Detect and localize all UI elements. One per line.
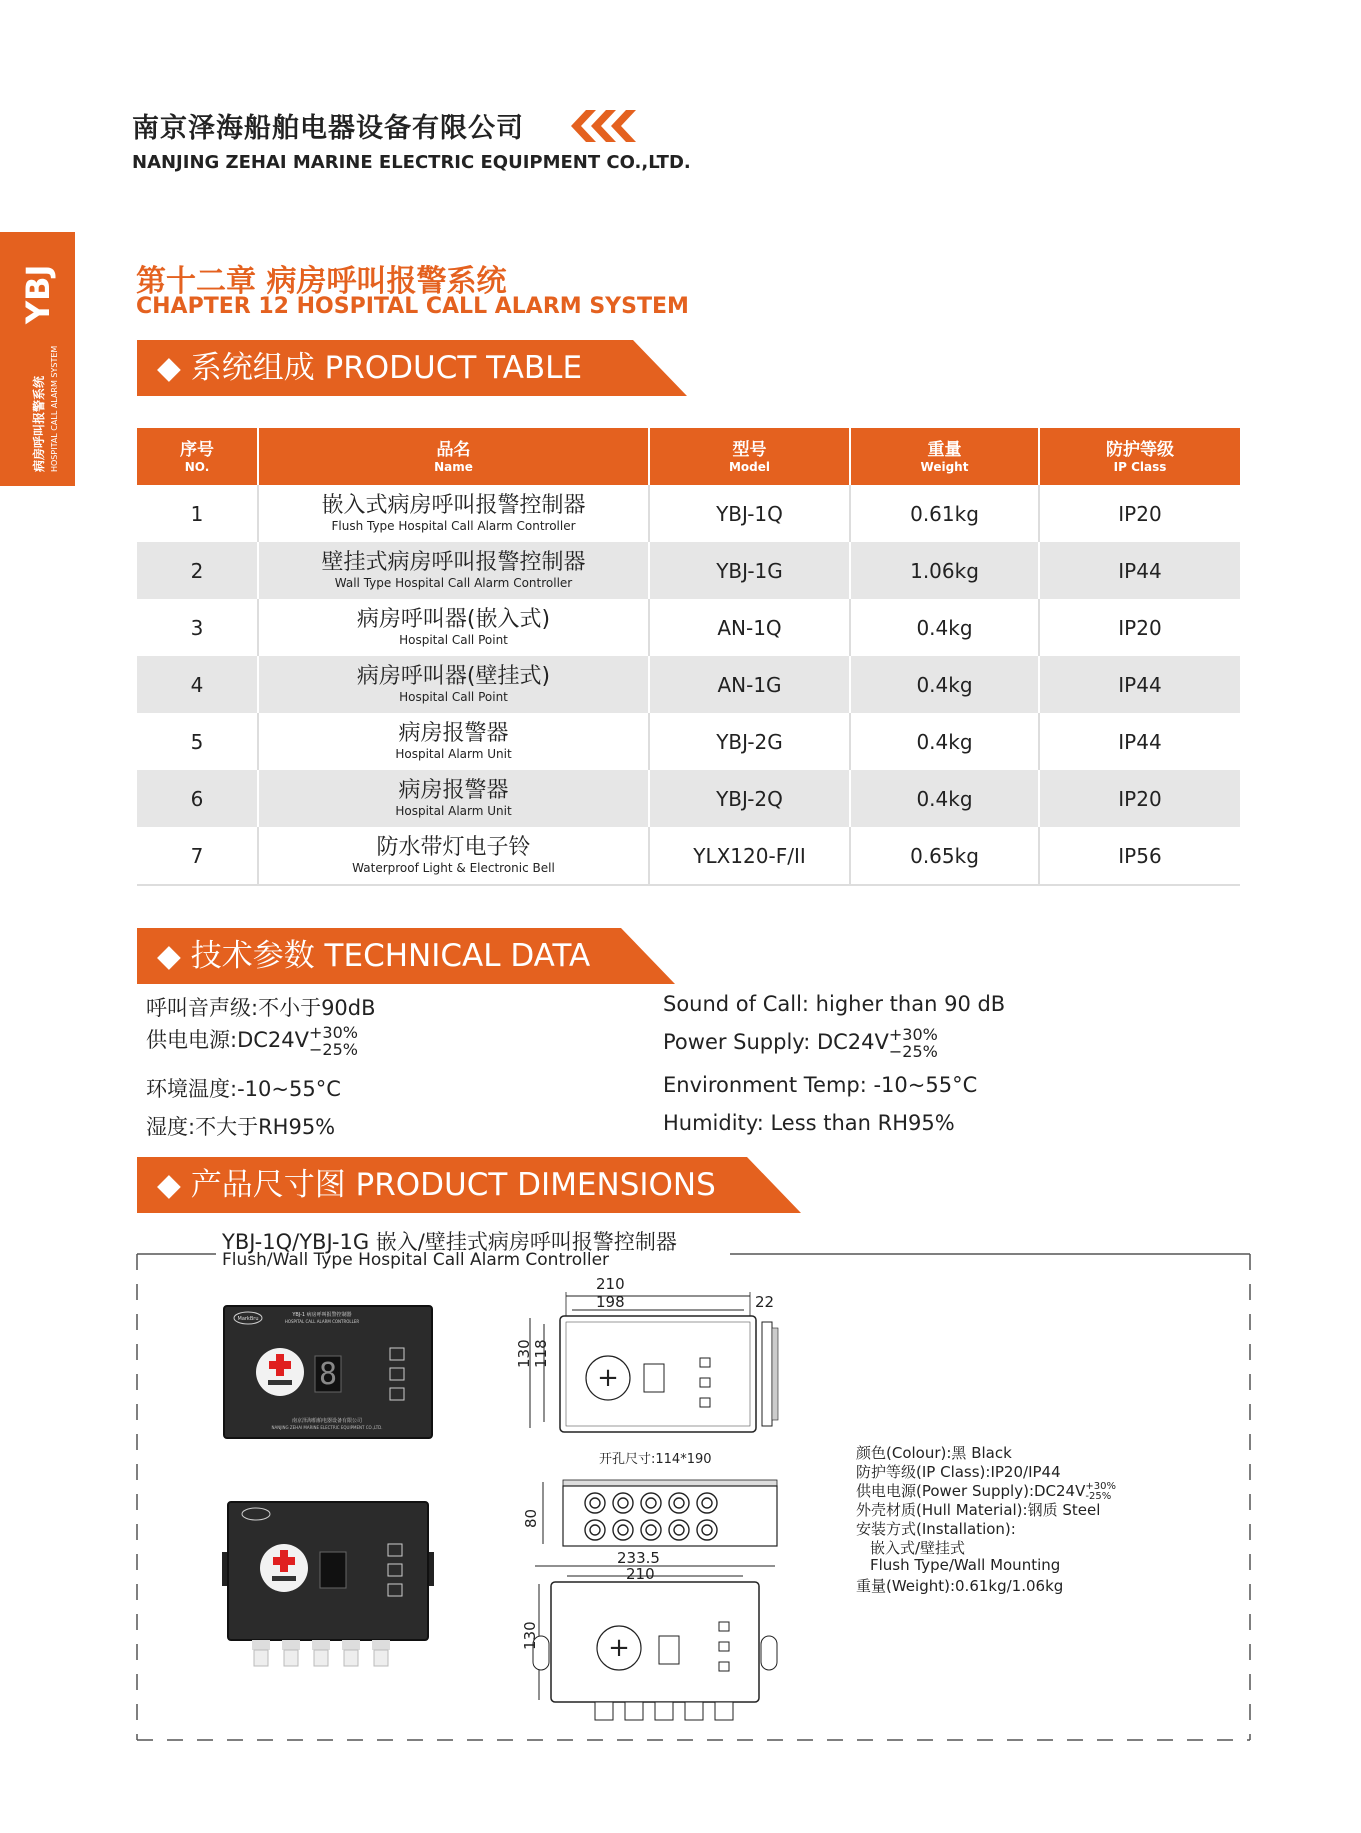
chapter-title-en: CHAPTER 12 HOSPITAL CALL ALARM SYSTEM <box>136 294 689 319</box>
tech-power-cn: 供电电源:DC24V +30% −25% <box>146 1023 358 1059</box>
cell-weight: 0.4kg <box>850 656 1039 713</box>
cell-ip: IP20 <box>1118 615 1162 640</box>
cutout-size-label: 开孔尺寸:114*190 <box>599 1452 712 1467</box>
cell-model: YLX120-F/II <box>649 827 850 885</box>
table-row <box>137 713 1240 770</box>
flush-controller-photo <box>222 1304 434 1440</box>
bottom-view-drawing <box>535 1476 780 1550</box>
cell-name: 防水带灯电子铃 Waterproof Light & Electronic Bell <box>258 827 649 885</box>
cell-ip: IP20 <box>1118 501 1162 526</box>
spec-installation-cn: 嵌入式/壁挂式 <box>870 1539 966 1557</box>
section-banner-technical-data <box>137 928 675 984</box>
cell-ip: IP44 <box>1039 542 1240 599</box>
maker-label-en: NANJING ZEHAI MARINE ELECTRIC EQUIPMENT CO.,LTD. <box>271 1425 383 1430</box>
cell-weight: 1.06kg <box>850 542 1039 599</box>
dim-width-210b: 210 <box>626 1565 655 1583</box>
cell-ip: IP20 <box>1039 770 1240 827</box>
cell-weight: 0.4kg <box>850 713 1039 770</box>
section-title: ◆ 技术参数 TECHNICAL DATA <box>157 938 591 974</box>
spec-colour: 颜色(Colour):黑 Black <box>856 1444 1012 1462</box>
cell-no: 4 <box>137 656 258 713</box>
header-no: 序号 NO. <box>137 428 258 485</box>
cell-ip: IP56 <box>1039 827 1240 885</box>
table-row <box>137 485 1240 542</box>
header-model: 型号 Model <box>649 428 850 485</box>
dim-height-118: 118 <box>532 1339 550 1368</box>
cell-model: YBJ-2G <box>649 713 850 770</box>
spec-power: 供电电源(Power Supply):DC24V +30% -25% <box>856 1480 1116 1502</box>
cell-ip: IP44 <box>1118 729 1162 754</box>
cell-no: 6 <box>137 770 258 827</box>
section-title: ◆ 产品尺寸图 PRODUCT DIMENSIONS <box>157 1167 716 1203</box>
cell-no: 2 <box>137 542 258 599</box>
dim-height-130b: 130 <box>521 1621 539 1650</box>
table-row <box>137 542 1240 599</box>
cell-name: 病房呼叫器(壁挂式) Hospital Call Point <box>258 656 649 713</box>
table-row <box>137 827 1240 885</box>
dim-width-198: 198 <box>596 1293 625 1311</box>
table-row <box>137 599 1240 656</box>
cell-name: 病房报警器 Hospital Alarm Unit <box>258 770 649 827</box>
side-tab-label-cn: 病房呼叫报警系统 <box>32 375 46 472</box>
chapter-title-cn: 第十二章 病房呼叫报警系统 <box>136 264 507 299</box>
company-name-en: NANJING ZEHAI MARINE ELECTRIC EQUIPMENT CO.,LTD. <box>132 152 691 173</box>
cell-weight: 0.4kg <box>850 599 1039 656</box>
cell-name: 壁挂式病房呼叫报警控制器 Wall Type Hospital Call Alarm Controller <box>258 542 649 599</box>
dimensions-title-cn: YBJ-1Q/YBJ-1G 嵌入/壁挂式病房呼叫报警控制器 <box>222 1230 677 1254</box>
cell-weight: 0.4kg <box>850 770 1039 827</box>
table-header-row <box>137 428 1240 485</box>
dim-width-233: 233.5 <box>617 1549 660 1567</box>
cell-weight: 0.65kg <box>850 827 1039 885</box>
svg-text:+: + <box>597 1363 619 1393</box>
section-banner-product-dimensions <box>137 1157 801 1213</box>
tech-temp-en: Environment Temp: -10~55°C <box>663 1073 978 1097</box>
cell-ip: IP44 <box>1039 656 1240 713</box>
spec-ip: 防护等级(IP Class):IP20/IP44 <box>856 1463 1061 1481</box>
cell-weight: 0.61kg <box>850 485 1039 542</box>
dim-depth-22: 22 <box>755 1293 775 1311</box>
company-name-cn: 南京泽海船舶电器设备有限公司 <box>132 113 524 144</box>
tech-sound-en: Sound of Call: higher than 90 dB <box>663 992 1006 1016</box>
side-tab-code: YBJ <box>19 264 57 324</box>
header-weight: 重量 Weight <box>850 428 1039 485</box>
device-model-label: YBJ-1 病房呼叫报警控制器 <box>292 1312 352 1318</box>
tech-temp-cn: 环境温度:-10~55°C <box>146 1077 341 1101</box>
cell-name: 病房报警器 Hospital Alarm Unit <box>258 713 649 770</box>
section-banner-product-table <box>137 340 687 396</box>
cell-model: AN-1Q <box>649 599 850 656</box>
section-title: ◆ 系统组成 PRODUCT TABLE <box>157 350 583 386</box>
brand-label: MarkBru <box>237 1316 259 1322</box>
cell-model: AN-1G <box>649 656 850 713</box>
table-row <box>137 770 1240 827</box>
dim-height-130: 130 <box>515 1339 533 1368</box>
cell-name: 病房呼叫器(嵌入式) Hospital Call Point <box>258 599 649 656</box>
tech-humidity-cn: 湿度:不大于RH95% <box>146 1115 336 1139</box>
device-model-label-en: HOSPITAL CALL ALARM CONTROLLER <box>284 1319 360 1324</box>
maker-label: 南京泽海船舶电器设备有限公司 <box>291 1418 363 1424</box>
cell-no: 7 <box>137 827 258 885</box>
svg-text:+: + <box>608 1633 630 1663</box>
spec-material: 外壳材质(Hull Material):钢质 Steel <box>856 1501 1101 1519</box>
header-name: 品名 Name <box>258 428 649 485</box>
front-view-drawing <box>520 1282 780 1442</box>
spec-installation-en: Flush Type/Wall Mounting <box>870 1556 1061 1574</box>
cell-model: YBJ-1Q <box>649 485 850 542</box>
chevron-logo-icon <box>568 108 643 144</box>
cell-no: 3 <box>137 599 258 656</box>
cell-no: 1 <box>137 485 258 542</box>
wall-controller-photo <box>222 1500 434 1672</box>
dimensions-title-en: Flush/Wall Type Hospital Call Alarm Controller <box>222 1250 610 1270</box>
tech-power-en: Power Supply: DC24V +30% −25% <box>663 1025 938 1061</box>
spec-installation: 安装方式(Installation): <box>856 1520 1016 1538</box>
product-table <box>137 428 1240 886</box>
dim-width-210: 210 <box>596 1275 625 1293</box>
cell-model: YBJ-2Q <box>649 770 850 827</box>
cell-no: 5 <box>137 713 258 770</box>
seven-segment-digit: 8 <box>318 1357 338 1392</box>
wall-view-drawing <box>525 1560 780 1725</box>
side-tab <box>0 232 75 486</box>
cell-name: 嵌入式病房呼叫报警控制器 Flush Type Hospital Call Alarm Controller <box>258 485 649 542</box>
cell-model: YBJ-1G <box>649 542 850 599</box>
dim-height-80: 80 <box>522 1508 540 1528</box>
tech-sound-cn: 呼叫音声级:不小于90dB <box>146 996 376 1020</box>
spec-weight: 重量(Weight):0.61kg/1.06kg <box>856 1577 1064 1595</box>
table-row <box>137 656 1240 713</box>
tech-humidity-en: Humidity: Less than RH95% <box>663 1111 955 1135</box>
header-ip-class: 防护等级 IP Class <box>1039 428 1240 485</box>
side-tab-label-en: HOSPITAL CALL ALARM SYSTEM <box>50 345 59 472</box>
